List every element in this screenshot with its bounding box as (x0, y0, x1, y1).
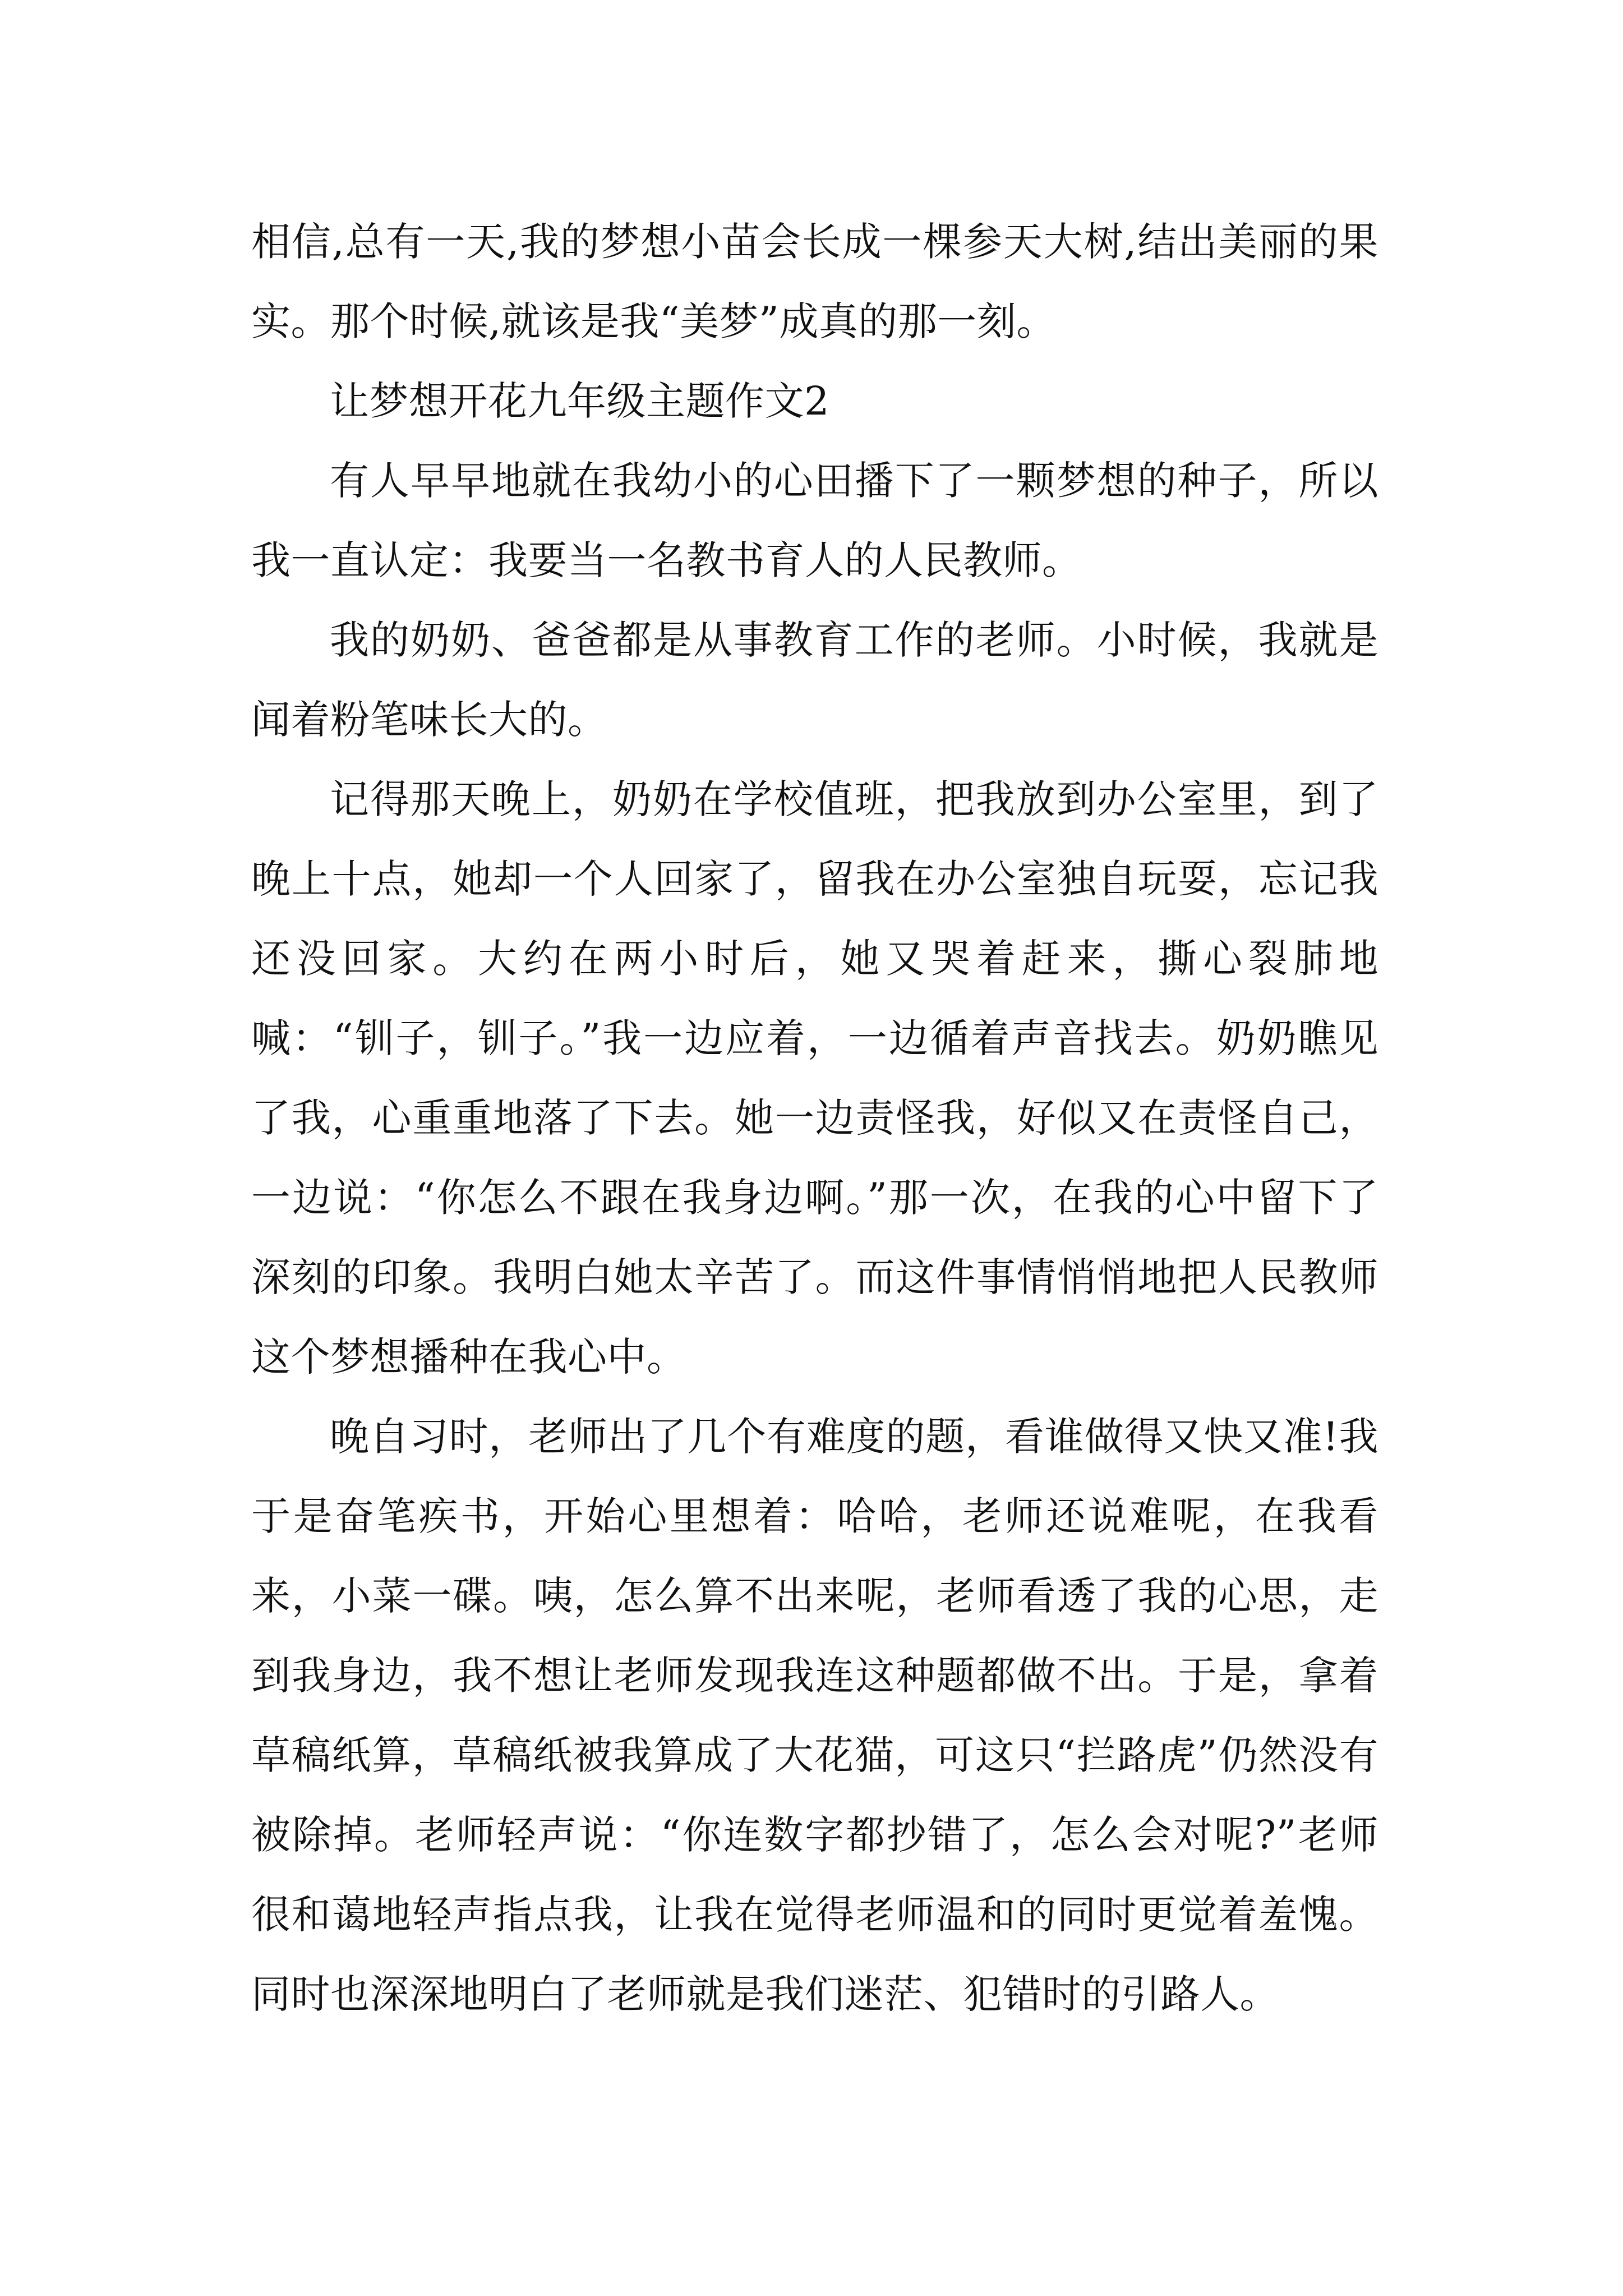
paragraph-5: 晚自习时，老师出了几个有难度的题，看谁做得又快又准!我于是奋笔疾书，开始心里想着：哈哈，老师还说难呢，在我看来，小菜一碟。咦，怎么算不出来呢，老师看透了我的心思，走到我身边，我不想让老师发现我连这种题都做不出。于是，拿着草稿纸算，草稿纸被我算成了大花猫，可这只“拦路虎”仍然没有被除掉。老师轻声说：“你连数字都抄错了，怎么会对呢?”老师很和蔼地轻声指点我，让我在觉得老师温和的同时更觉着羞愧。同时也深深地明白了老师就是我们迷茫、犯错时的引路人。 (251, 1414, 1378, 2017)
paragraph-3: 我的奶奶、爸爸都是从事教育工作的老师。小时候，我就是闻着粉笔味长大的。 (251, 617, 1378, 743)
document-body (251, 202, 1378, 2034)
paragraph-4: 记得那天晚上，奶奶在学校值班，把我放到办公室里，到了晚上十点，她却一个人回家了，留我在办公室独自玩耍，忘记我还没回家。大约在两小时后，她又哭着赶来，撕心裂肺地喊：“钏子，钏子。”我一边应着，一边循着声音找去。奶奶瞧见了我，心重重地落了下去。她一边责怪我，好似又在责怪自己，一边说：“你怎么不跟在我身边啊。”那一次，在我的心中留下了深刻的印象。我明白她太辛苦了。而这件事情悄悄地把人民教师这个梦想播种在我心中。 (251, 776, 1378, 1380)
paragraph-2: 有人早早地就在我幼小的心田播下了一颗梦想的种子，所以我一直认定：我要当一名教书育人的人民教师。 (251, 458, 1378, 583)
essay-title: 让梦想开花九年级主题作文2 (330, 378, 830, 424)
paragraph-1: 相信,总有一天,我的梦想小苗会长成一棵参天大树,结出美丽的果实。那个时候,就该是我“美梦”成真的那一刻。 (251, 219, 1378, 344)
